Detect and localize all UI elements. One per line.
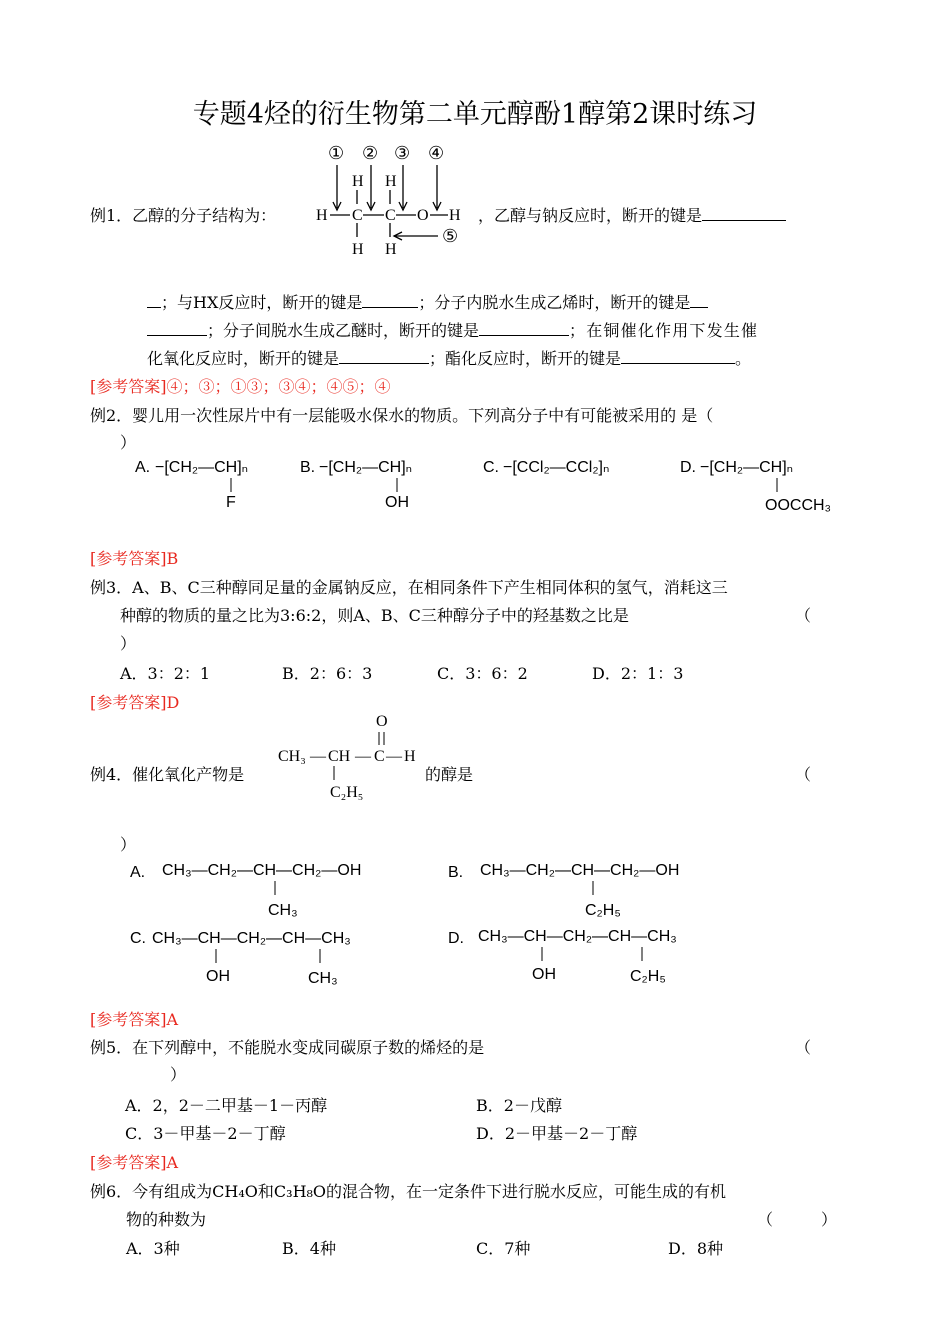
- ex4-question: 例4．催化氧化产物是: [90, 765, 245, 784]
- ex4-option-b: [448, 862, 679, 919]
- ex1-text-inter: ；分子间脱水生成乙醚时，断开的键是: [207, 321, 480, 340]
- ex2-option-b: [300, 459, 412, 511]
- atom-h: H: [449, 207, 461, 224]
- option-b-chain: CH₃—CH₂—CH—CH₂—OH: [480, 862, 680, 879]
- ex3-option-d: D．2：1：3: [592, 664, 684, 683]
- option-c-label: C.: [130, 930, 146, 947]
- ex3-option-b: B．2：6：3: [282, 664, 373, 683]
- blank: [690, 306, 708, 308]
- ex3-question: 例3．A、B、C三种醇同足量的金属钠反应，在相同条件下产生相同体积的氢气，消耗这三: [90, 578, 728, 597]
- ex3-option-a: A．3：2：1: [120, 664, 211, 683]
- ex6-option-c: C．7种: [476, 1239, 531, 1258]
- group-ch3: CH₃: [278, 748, 306, 765]
- ex1-line4: [147, 346, 751, 369]
- ex1-period: 。: [735, 349, 752, 368]
- ex3-option-c: C．3：6：2: [437, 664, 528, 683]
- ex1-text-intra: ；分子内脱水生成乙烯时，断开的键是: [418, 293, 691, 312]
- atom-o: O: [376, 713, 388, 730]
- atom-o: O: [417, 207, 429, 224]
- ex3-paren-open: （: [795, 606, 812, 625]
- ex1-answer: [参考答案]④；③；①③；③④；④⑤；④: [90, 377, 391, 396]
- bond-label-3: ③: [394, 143, 411, 164]
- bond-label-5: ⑤: [442, 226, 459, 247]
- option-b-label: B.: [300, 459, 316, 476]
- option-c-chain: CH₃—CH—CH₂—CH—CH₃: [152, 930, 351, 947]
- ex3-paren-close: ）: [120, 634, 137, 653]
- ex4-paren-open: （: [795, 765, 812, 784]
- option-d-label: D.: [448, 930, 464, 947]
- ex1-tail: [478, 203, 786, 226]
- bond-label-2: ②: [362, 143, 379, 164]
- atom-h: H: [385, 241, 397, 258]
- ex1-line2: [147, 290, 708, 313]
- ex6-question: 例6．今有组成为CH₄O和C₃H₈O的混合物，在一定条件下进行脱水反应，可能生成的有机: [90, 1182, 727, 1201]
- ex4-paren-close: ）: [120, 835, 137, 854]
- group-c2h5: C₂H₅: [330, 784, 364, 801]
- atom-c: C: [352, 207, 363, 224]
- option-d-label: D.: [680, 459, 696, 476]
- option-d-sub: OOCCH₃: [765, 497, 832, 514]
- atom-h: H: [352, 173, 364, 190]
- ex1-text-hx: ；与HX反应时，断开的键是: [161, 293, 363, 312]
- ex6-option-a: A．3种: [126, 1239, 180, 1258]
- blank: [479, 334, 569, 336]
- ex5-option-c: C．3－甲基－2－丁醇: [125, 1124, 286, 1143]
- ex1-text-cu: ；在铜催化作用下发生催: [569, 321, 759, 340]
- ex2-option-c: [483, 459, 609, 476]
- atom-h: H: [404, 748, 416, 765]
- ex1-tail-text: ，乙醇与钠反应时，断开的键是: [478, 206, 703, 225]
- option-c-label: C.: [483, 459, 499, 476]
- ex1-text-oxid: 化氧化反应时，断开的键是: [147, 349, 340, 368]
- ex2-options-figure: [135, 452, 845, 522]
- blank: [621, 362, 735, 364]
- page-title: 专题4烃的衍生物第二单元醇酚1醇第2课时练习: [192, 99, 758, 130]
- ex3-question-cont: 种醇的物质的量之比为3:6:2，则A、B、C三种醇分子中的羟基数之比是: [120, 606, 629, 625]
- option-b-sub: OH: [385, 494, 409, 511]
- blank: [362, 306, 418, 308]
- ex2-paren: ）: [120, 433, 137, 452]
- option-b-polymer: −[CH₂—CH]ₙ: [319, 459, 413, 476]
- ex1-line3: [147, 318, 758, 341]
- option-b-label: B.: [448, 864, 464, 881]
- atom-h: H: [385, 173, 397, 190]
- ex5-question: 例5．在下列醇中，不能脱水变成同碳原子数的烯烃的是: [90, 1038, 485, 1057]
- option-a-chain: CH₃—CH₂—CH—CH₂—OH: [162, 862, 362, 879]
- ex6-question-cont: 物的种数为: [126, 1210, 207, 1229]
- atom-c: C: [374, 748, 385, 765]
- ex2-option-a: [135, 459, 248, 511]
- blank: [702, 219, 786, 221]
- option-b-sub: C₂H₅: [585, 902, 621, 919]
- option-c-polymer: −[CCl₂—CCl₂]ₙ: [503, 459, 610, 476]
- ex1-text-ester: ；酯化反应时，断开的键是: [429, 349, 622, 368]
- ex4-answer: [参考答案]A: [90, 1010, 179, 1029]
- ex4-option-a: [130, 862, 361, 919]
- ex3-answer: [参考答案]D: [90, 693, 180, 712]
- option-a-sub: CH₃: [268, 902, 298, 919]
- option-c-sub1: OH: [206, 968, 230, 985]
- option-a-label: A.: [130, 864, 146, 881]
- atom-h: H: [316, 207, 328, 224]
- ex2-option-d: [680, 459, 831, 514]
- bond-label-1: ①: [328, 143, 345, 164]
- option-a-sub: F: [226, 494, 236, 511]
- ex6-option-d: D．8种: [668, 1239, 724, 1258]
- ex1-label: 例1．乙醇的分子结构为：: [90, 206, 277, 225]
- ex4-option-c: [130, 930, 351, 987]
- bond: —: [310, 748, 326, 765]
- ex5-option-b: B．2－戊醇: [476, 1096, 562, 1115]
- ex2-question: 例2．婴儿用一次性尿片中有一层能吸水保水的物质。下列高分子中有可能被采用的 是（: [90, 406, 714, 425]
- bond-label-4: ④: [428, 143, 445, 164]
- ex4-product-structure: [278, 710, 428, 800]
- ex5-paren-close: ）: [170, 1065, 187, 1084]
- option-a-label: A.: [135, 459, 151, 476]
- atom-c: C: [385, 207, 396, 224]
- ex6-paren: （ ）: [757, 1210, 838, 1229]
- ex5-paren-open: （: [795, 1038, 812, 1057]
- blank: [147, 306, 161, 308]
- blank: [147, 334, 207, 336]
- atom-h: H: [352, 241, 364, 258]
- bond: —: [355, 748, 371, 765]
- ex5-option-a: A．2，2－二甲基－1－丙醇: [125, 1096, 328, 1115]
- ex2-answer: [参考答案]B: [90, 549, 179, 568]
- ex6-option-b: B．4种: [282, 1239, 336, 1258]
- group-ch: CH: [328, 748, 351, 765]
- ethanol-structure: [310, 140, 470, 265]
- ex4-option-d: [448, 928, 677, 985]
- bond: —: [386, 748, 402, 765]
- ex4-question-cont: 的醇是: [425, 765, 474, 784]
- ex5-option-d: D．2－甲基－2－丁醇: [476, 1124, 638, 1143]
- option-d-polymer: −[CH₂—CH]ₙ: [700, 459, 794, 476]
- ex4-options-figure: [130, 855, 730, 995]
- option-d-chain: CH₃—CH—CH₂—CH—CH₃: [478, 928, 677, 945]
- option-a-polymer: −[CH₂—CH]ₙ: [155, 459, 249, 476]
- option-d-sub1: OH: [532, 966, 556, 983]
- option-c-sub2: CH₃: [308, 970, 338, 987]
- ex5-answer: [参考答案]A: [90, 1153, 179, 1172]
- blank: [339, 362, 429, 364]
- option-d-sub2: C₂H₅: [630, 968, 666, 985]
